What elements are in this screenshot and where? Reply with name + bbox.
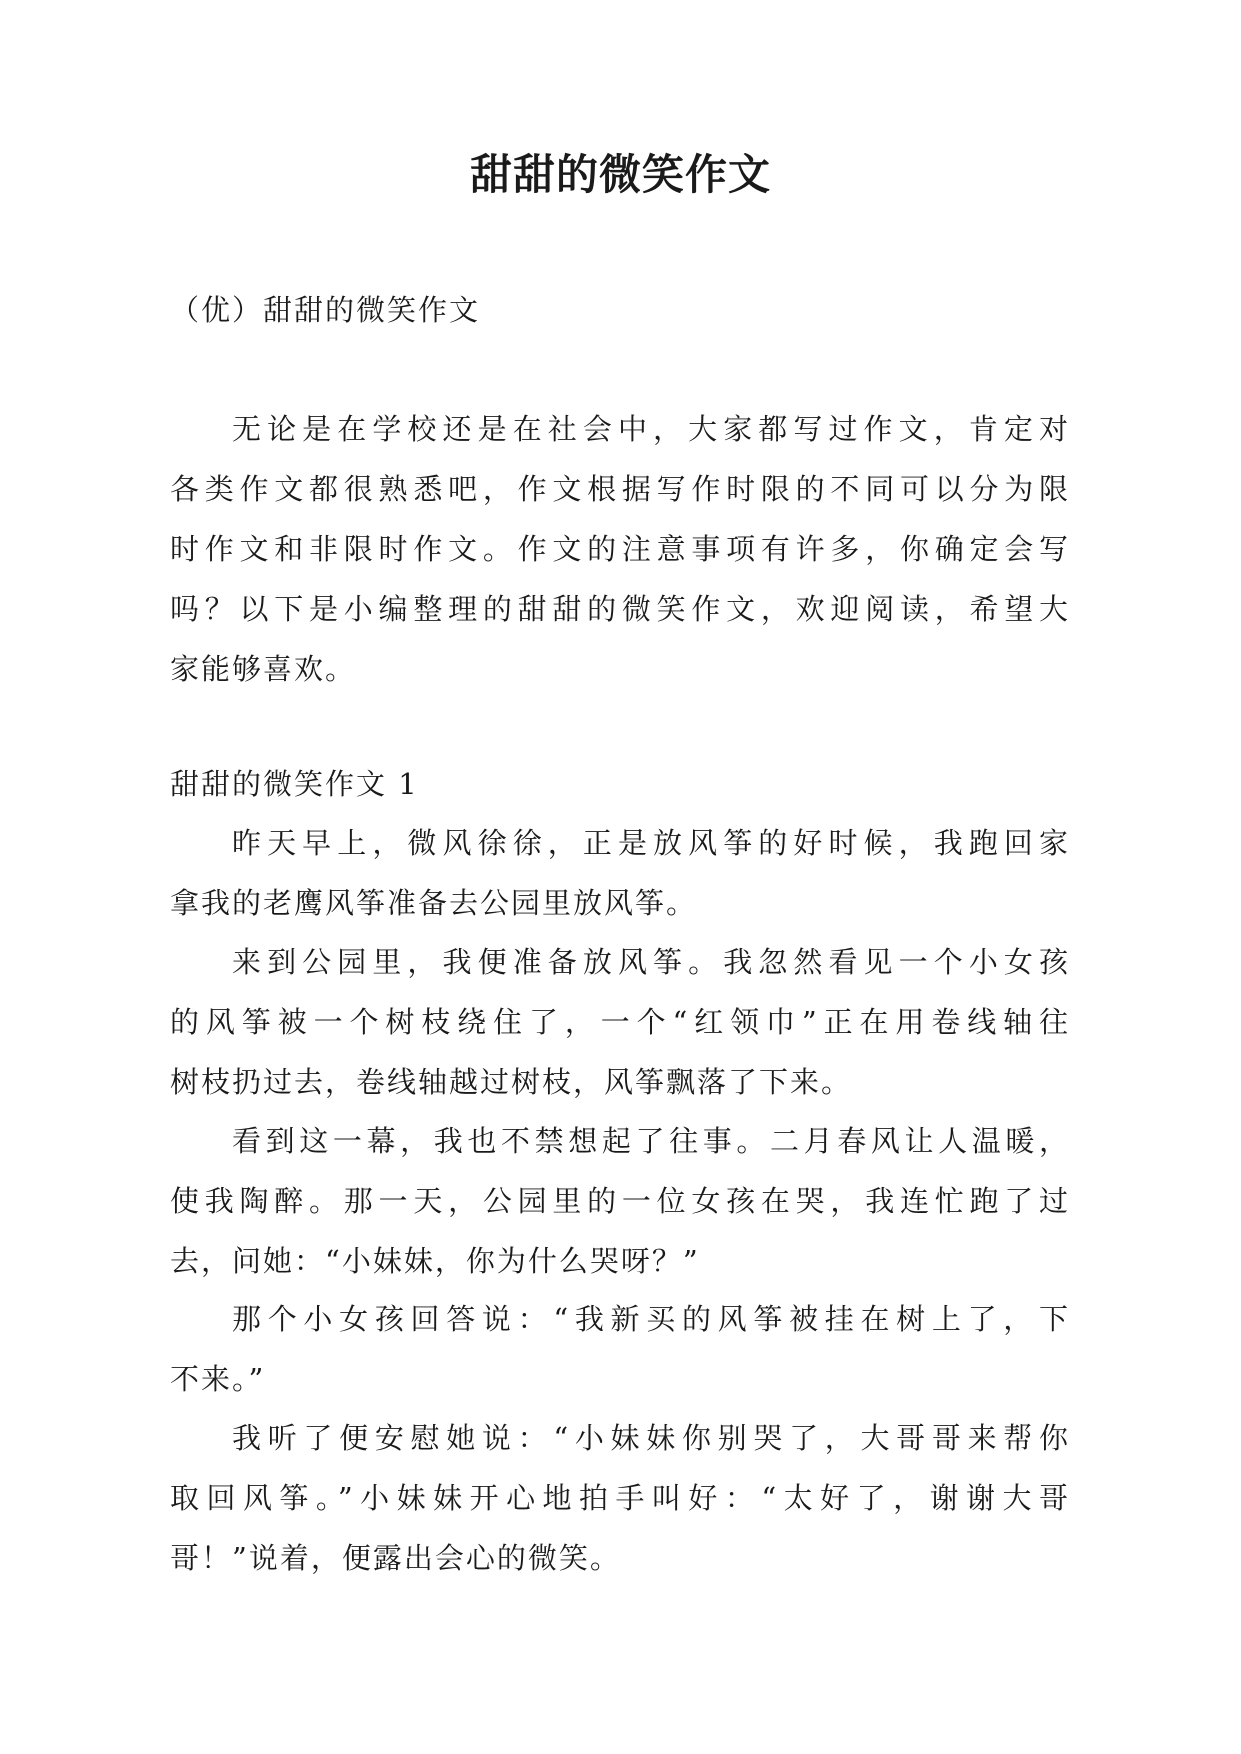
paragraph-line: 树枝扔过去，卷线轴越过树枝，风筝飘落了下来。 xyxy=(170,1065,853,1099)
intro-line: 家能够喜欢。 xyxy=(170,652,357,686)
intro-line: 各类作文都很熟悉吧，作文根据写作时限的不同可以分为限 xyxy=(170,472,1070,506)
body-paragraph xyxy=(170,1302,1070,1422)
section-heading: 甜甜的微笑作文 1 xyxy=(170,767,419,801)
body-paragraph xyxy=(170,945,1070,1125)
paragraph-line: 昨天早上，微风徐徐，正是放风筝的好时候，我跑回家 xyxy=(232,826,1070,860)
intro-line: 时作文和非限时作文。作文的注意事项有许多，你确定会写 xyxy=(170,532,1070,566)
paragraph-line: 那个小女孩回答说：“我新买的风筝被挂在树上了，下 xyxy=(232,1302,1070,1336)
body-paragraph xyxy=(170,826,1070,946)
paragraph-line: 看到这一幕，我也不禁想起了往事。二月春风让人温暖， xyxy=(232,1124,1070,1158)
paragraph-line: 我听了便安慰她说：“小妹妹你别哭了，大哥哥来帮你 xyxy=(232,1421,1070,1455)
paragraph-line: 使我陶醉。那一天，公园里的一位女孩在哭，我连忙跑了过 xyxy=(170,1184,1070,1218)
paragraph-line: 去，问她：“小妹妹，你为什么哭呀？” xyxy=(170,1244,700,1278)
paragraph-line: 取回风筝。”小妹妹开心地拍手叫好：“太好了，谢谢大哥 xyxy=(170,1481,1070,1515)
document-subtitle: （优）甜甜的微笑作文 xyxy=(170,293,481,327)
body-paragraph xyxy=(170,1421,1070,1601)
document-title: 甜甜的微笑作文 xyxy=(469,150,771,199)
paragraph-line: 不来。” xyxy=(170,1362,266,1396)
body-paragraph xyxy=(170,1124,1070,1304)
paragraph-line: 来到公园里，我便准备放风筝。我忽然看见一个小女孩 xyxy=(232,945,1070,979)
intro-paragraph xyxy=(170,412,1070,712)
intro-line: 吗？以下是小编整理的甜甜的微笑作文，欢迎阅读，希望大 xyxy=(170,592,1070,626)
paragraph-line: 哥！”说着，便露出会心的微笑。 xyxy=(170,1541,621,1575)
paragraph-line: 拿我的老鹰风筝准备去公园里放风筝。 xyxy=(170,886,698,920)
paragraph-line: 的风筝被一个树枝绕住了，一个“红领巾”正在用卷线轴往 xyxy=(170,1005,1070,1039)
intro-line: 无论是在学校还是在社会中，大家都写过作文，肯定对 xyxy=(232,412,1070,446)
